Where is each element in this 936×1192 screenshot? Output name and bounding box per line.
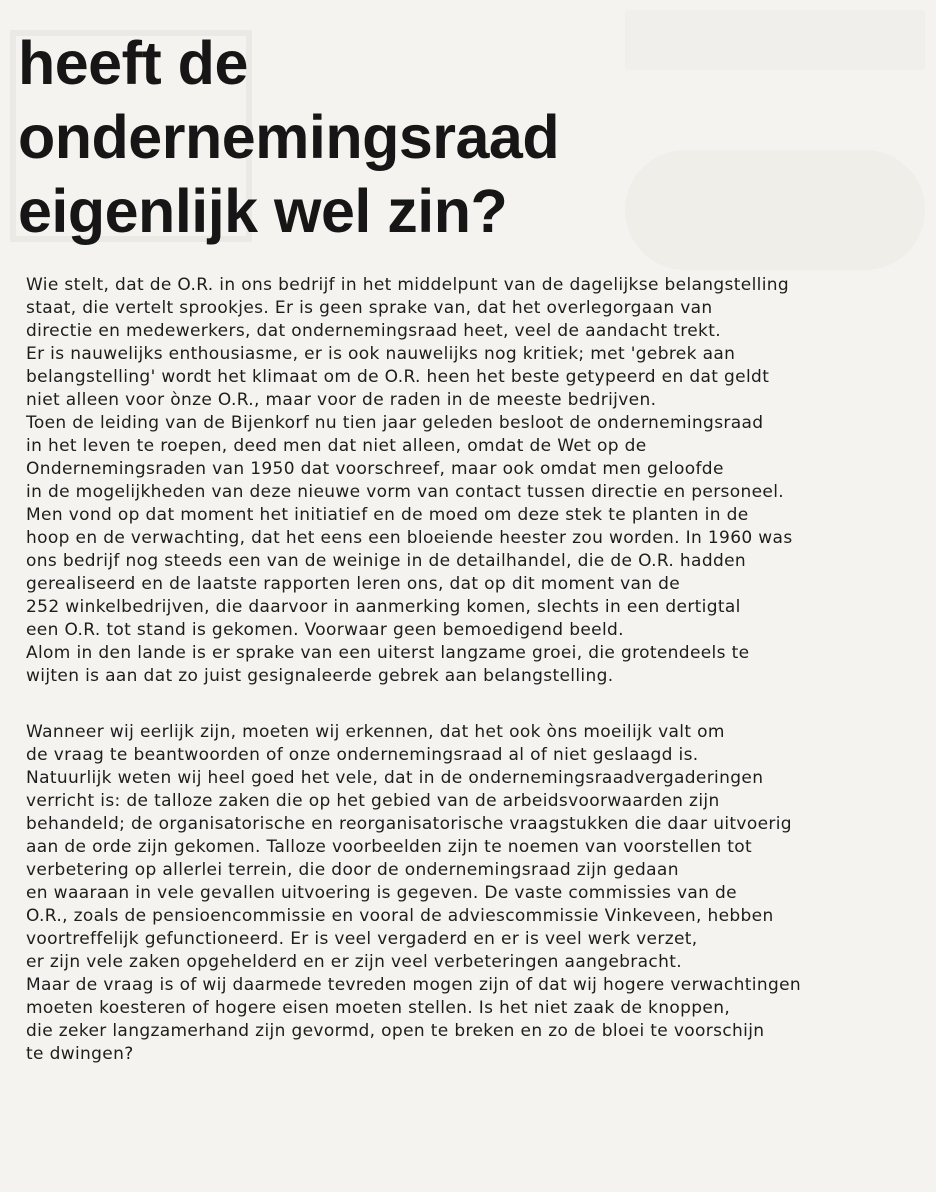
text-line: staat, die vertelt sprookjes. Er is geen sprake van, dat het overlegorgaan van (26, 298, 713, 318)
text-line: wijten is aan dat zo juist gesignaleerde gebrek aan belangstelling. (26, 666, 614, 686)
text-line: die zeker langzamerhand zijn gevormd, open te breken en zo de bloei te voorschijn (26, 1021, 765, 1041)
text-line: belangstelling' wordt het klimaat om de O.R. heen het beste getypeerd en dat geldt (26, 367, 770, 387)
title-line: ondernemingsraad (18, 103, 560, 171)
text-line: Maar de vraag is of wij daarmede tevreden mogen zijn of dat wij hogere verwachtingen (26, 975, 802, 995)
text-line: verbetering op allerlei terrein, die door de ondernemingsraad zijn gedaan (26, 860, 679, 880)
text-line: aan de orde zijn gekomen. Talloze voorbeelden zijn te noemen van voorstellen tot (26, 837, 752, 857)
text-line: verricht is: de talloze zaken die op het gebied van de arbeidsvoorwaarden zijn (26, 791, 720, 811)
text-line: moeten koesteren of hogere eisen moeten stellen. Is het niet zaak de knoppen, (26, 998, 731, 1018)
article-body (26, 274, 922, 1066)
text-line: niet alleen voor ònze O.R., maar voor de raden in de meeste bedrijven. (26, 390, 657, 410)
article-title (18, 26, 638, 248)
bleed-through-shape (625, 10, 925, 70)
text-line: behandeld; de organisatorische en reorganisatorische vraagstukken die daar uitvoerig (26, 814, 792, 834)
text-line: Men vond op dat moment het initiatief en de moed om deze stek te planten in de (26, 505, 749, 525)
text-line: in de mogelijkheden van deze nieuwe vorm van contact tussen directie en personeel. (26, 482, 785, 502)
text-line: hoop en de verwachting, dat het eens een bloeiende heester zou worden. In 1960 was (26, 528, 793, 548)
text-line: en waaraan in vele gevallen uitvoering is gegeven. De vaste commissies van de (26, 883, 737, 903)
text-line: een O.R. tot stand is gekomen. Voorwaar geen bemoedigend beeld. (26, 620, 624, 640)
text-line: 252 winkelbedrijven, die daarvoor in aanmerking komen, slechts in een dertigtal (26, 597, 741, 617)
paragraph-2 (26, 721, 922, 1066)
text-line: Ondernemingsraden van 1950 dat voorschreef, maar ook omdat men geloofde (26, 459, 724, 479)
text-line: ons bedrijf nog steeds een van de weinige in de detailhandel, die de O.R. hadden (26, 551, 747, 571)
bleed-through-shape (625, 150, 925, 270)
text-line: Wie stelt, dat de O.R. in ons bedrijf in het middelpunt van de dagelijkse belangstelling (26, 275, 790, 295)
text-line: O.R., zoals de pensioencommissie en vooral de adviescommissie Vinkeveen, hebben (26, 906, 774, 926)
text-line: directie en medewerkers, dat ondernemingsraad heet, veel de aandacht trekt. (26, 321, 721, 341)
text-line: Natuurlijk weten wij heel goed het vele, dat in de ondernemingsraadvergaderingen (26, 768, 764, 788)
text-line: Alom in den lande is er sprake van een uiterst langzame groei, die grotendeels te (26, 643, 750, 663)
paragraph-1 (26, 274, 922, 688)
text-line: voortreffelijk gefunctioneerd. Er is veel vergaderd en er is veel werk verzet, (26, 929, 698, 949)
text-line: te dwingen? (26, 1044, 134, 1064)
text-line: er zijn vele zaken opgehelderd en er zijn veel verbeteringen aangebracht. (26, 952, 682, 972)
title-line: eigenlijk wel zin? (18, 177, 508, 245)
title-line: heeft de (18, 29, 248, 97)
text-line: Er is nauwelijks enthousiasme, er is ook nauwelijks nog kritiek; met 'gebrek aan (26, 344, 736, 364)
text-line: de vraag te beantwoorden of onze ondernemingsraad al of niet geslaagd is. (26, 745, 699, 765)
text-line: Wanneer wij eerlijk zijn, moeten wij erkennen, dat het ook òns moeilijk valt om (26, 722, 725, 742)
text-line: gerealiseerd en de laatste rapporten leren ons, dat op dit moment van de (26, 574, 681, 594)
text-line: Toen de leiding van de Bijenkorf nu tien jaar geleden besloot de ondernemingsraad (26, 413, 764, 433)
text-line: in het leven te roepen, deed men dat niet alleen, omdat de Wet op de (26, 436, 647, 456)
